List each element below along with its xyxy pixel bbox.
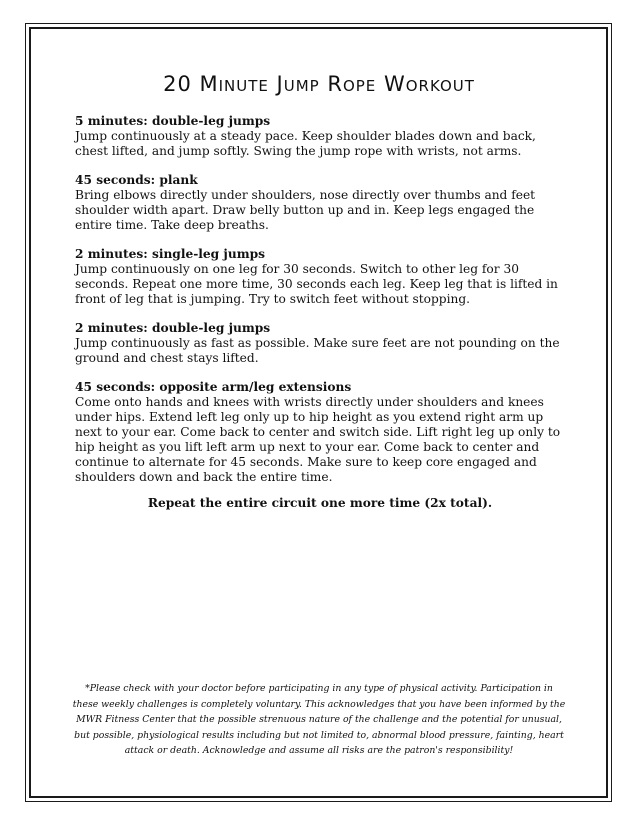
workout-section [75, 380, 570, 485]
closing-instruction: Repeat the entire circuit one more time (2x total). [147, 496, 493, 510]
section-heading: 45 seconds: plank [75, 173, 198, 187]
section-body: Jump continuously on one leg for 30 seconds. Switch to other leg for 30 seconds. Repeat one more time, 30 seconds each leg. Keep leg that is lifted in front of leg that is jumping. Try to switch feet without stopping. [75, 262, 558, 306]
workout-content [75, 114, 570, 499]
page-title: 20 Minute Jump Rope Workout [163, 72, 475, 96]
section-body: Jump continuously at a steady pace. Keep shoulder blades down and back, chest lifted, and jump softly. Swing the jump rope with wrists, not arms. [75, 129, 536, 158]
workout-section [75, 321, 570, 366]
disclaimer-text: *Please check with your doctor before participating in any type of physical activity. Participation in these weekly challenges is completely voluntary. This acknowledges that you have been informed by the MWR Fitness Center that the possible strenuous nature of the challenge and the potential for unusual, but possible, physiological results including but not limited to, abnormal blood pressure, fainting, heart attack or death. Acknowledge and assume all risks are the patron's responsibility! [72, 683, 566, 756]
workout-section [75, 247, 570, 307]
section-body: Bring elbows directly under shoulders, nose directly over thumbs and feet shoulder width apart. Draw belly button up and in. Keep legs engaged the entire time. Take deep breaths. [75, 188, 536, 232]
workout-section [75, 173, 570, 233]
section-heading: 5 minutes: double-leg jumps [75, 114, 271, 128]
section-heading: 2 minutes: single-leg jumps [75, 247, 265, 261]
section-body: Jump continuously as fast as possible. Make sure feet are not pounding on the ground and chest stays lifted. [75, 336, 560, 365]
workout-section [75, 114, 570, 159]
section-heading: 45 seconds: opposite arm/leg extensions [75, 380, 352, 394]
section-heading: 2 minutes: double-leg jumps [75, 321, 271, 335]
section-body: Come onto hands and knees with wrists directly under shoulders and knees under hips. Extend left leg only up to hip height as you extend right arm up next to your ear. Come back to center and switch side. Lift right leg up only to hip height as you lift left arm up next to your ear. Come back to center and continue to alternate for 45 seconds. Make sure to keep core engaged and shoulders down and back the entire time. [75, 395, 561, 484]
